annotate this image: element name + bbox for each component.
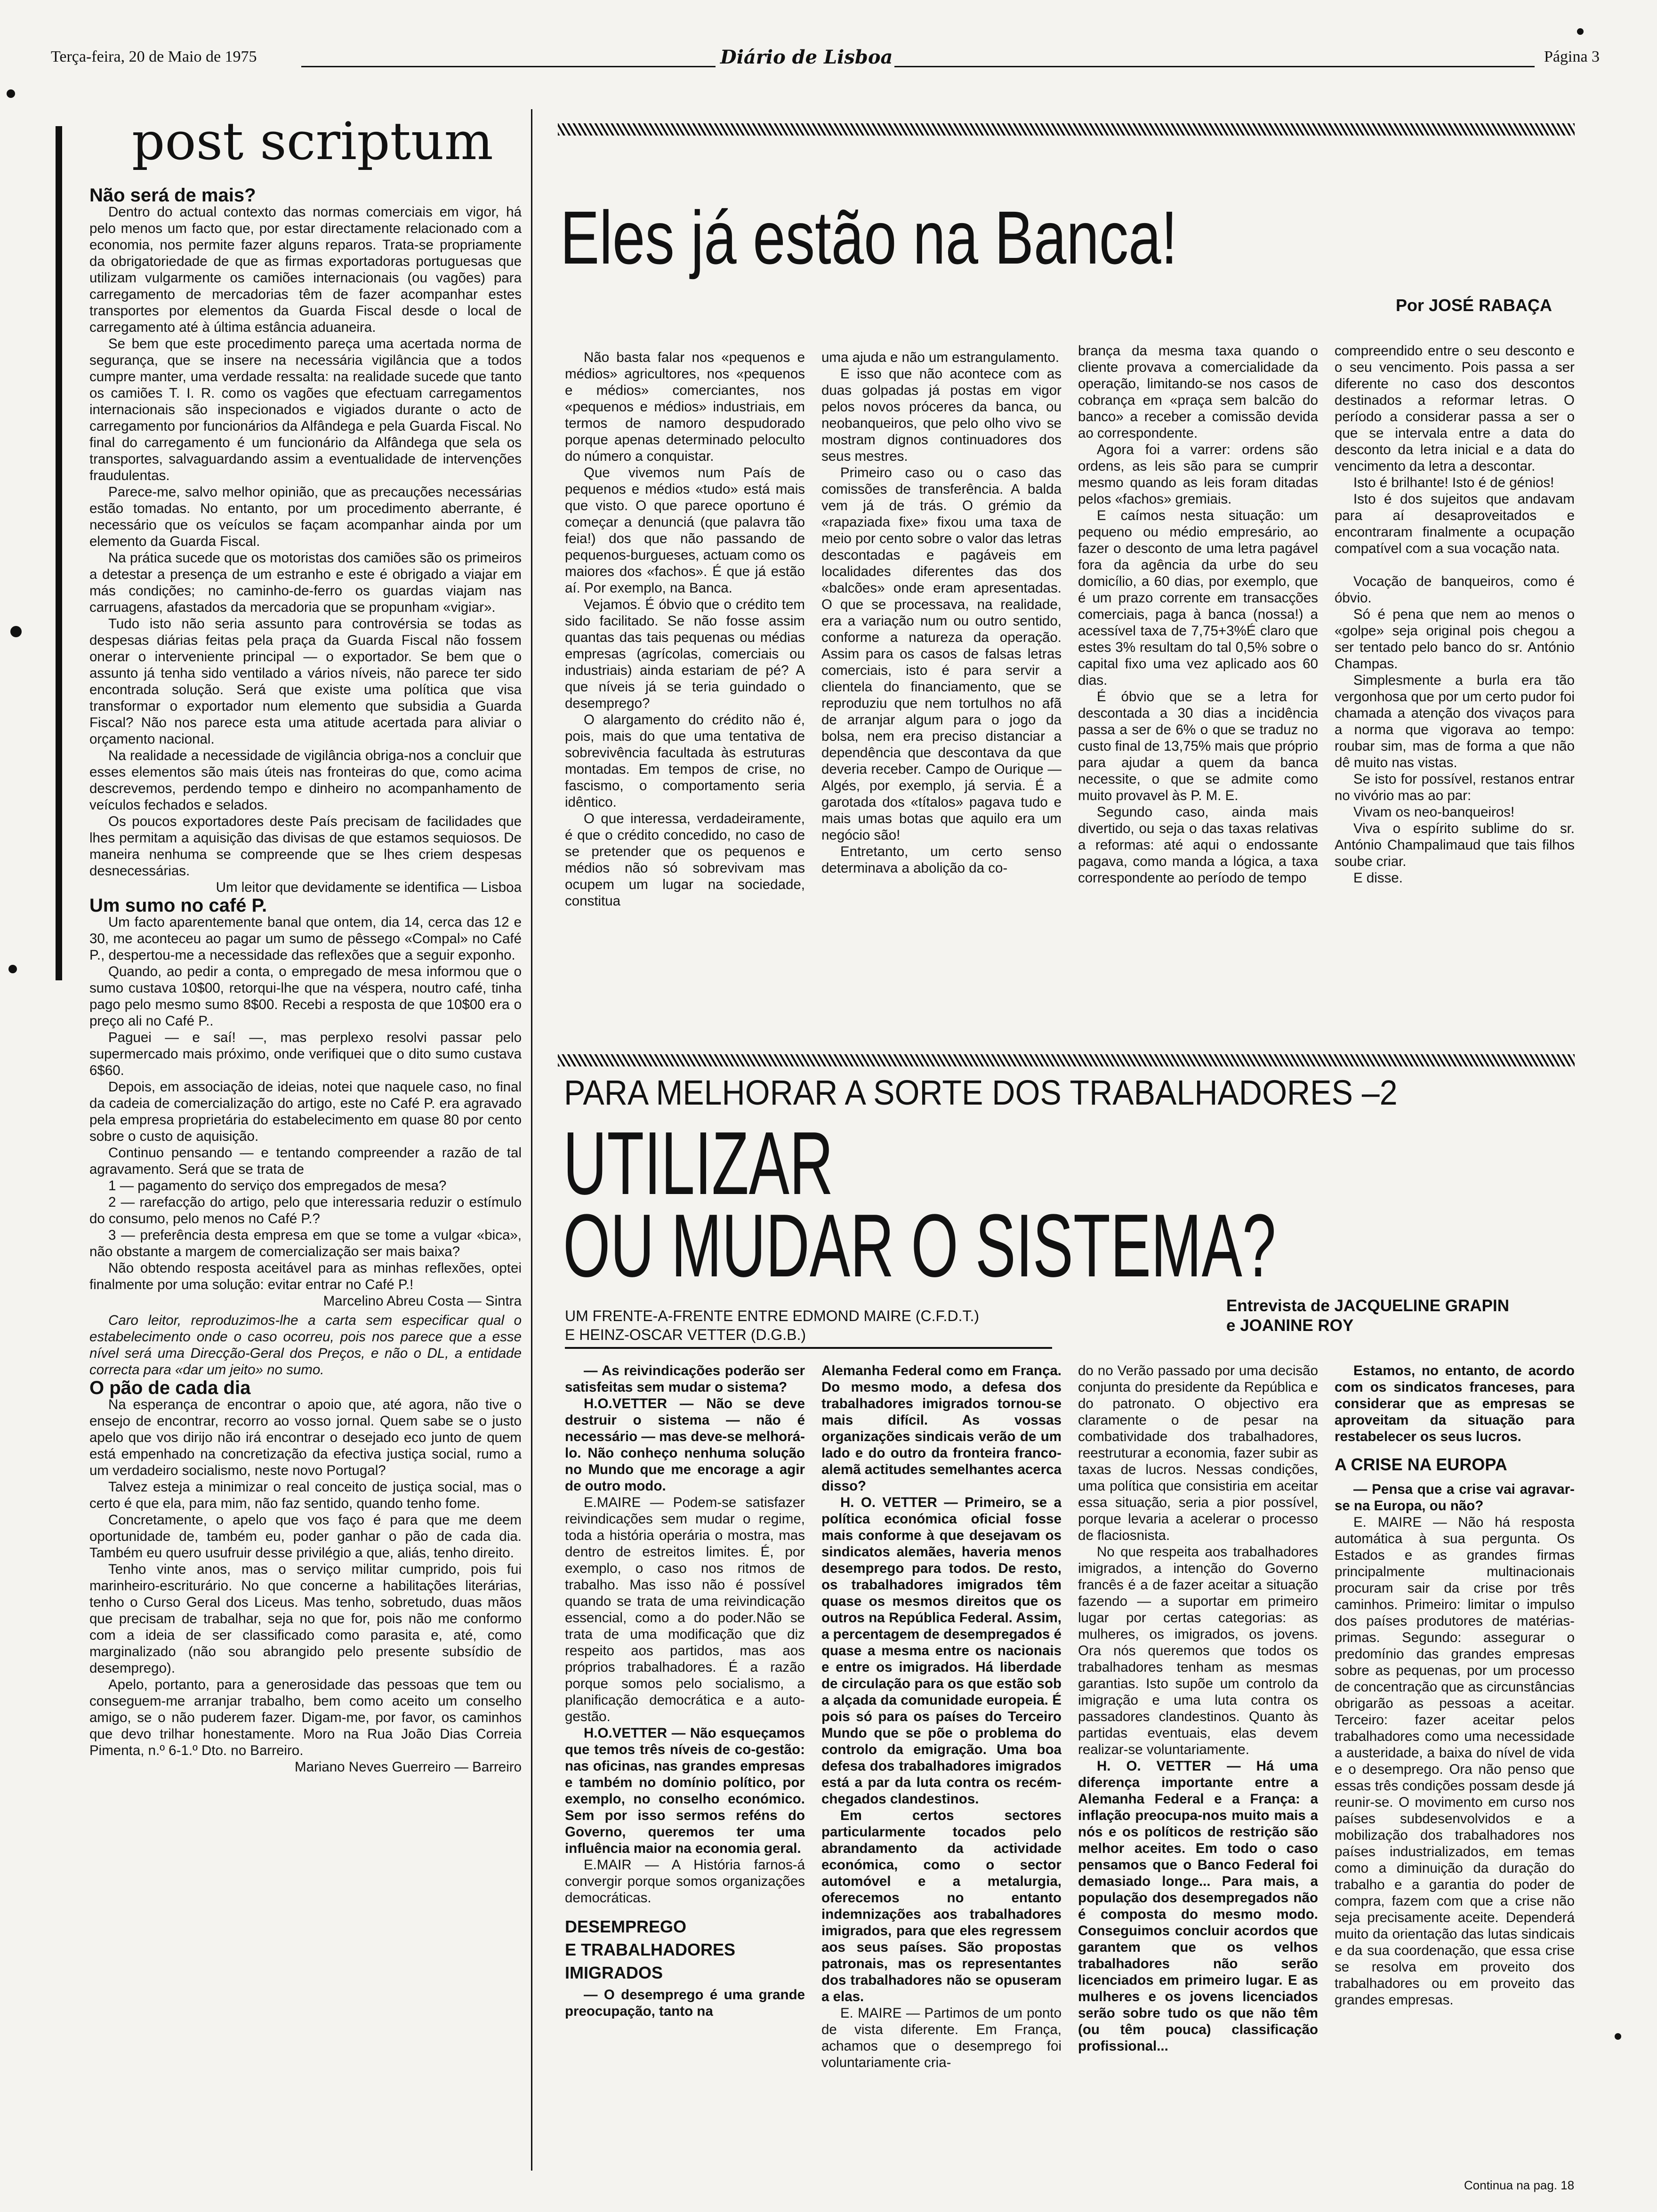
hatched-band-middle	[558, 1054, 1575, 1066]
post-scriptum-section-title: post scriptum	[132, 111, 493, 171]
sistema-headline-line-1: UTILIZAR	[563, 1114, 834, 1213]
banca-column-1: Não basta falar nos «pequenos e médios» agricultores, nos «pequenos e médios» comerciantes, nos «pequenos e médios» industriais, em termos de namoro despudorado porque apenas determinado peloculto do número a conquistar. Que vivemos num País de pequenos e médios «tudo» está mais que visto. O que parece oportuno é começar a denunciá (que palavra tão feia!) dos que não passando de pequenos-burgueses, actuam como os maiores dos «fachos». É que já estão aí. Por exemplo, na Banca. Vejamos. É óbvio que o crédito tem sido facilitado. Se não fosse assim quantas das tais pequenas ou médias empresas (agrícolas, comerciais ou industriais) ainda estariam de pé? A que níveis já se teria guindado o desemprego? O alargamento do crédito não é, pois, mais do que uma tentativa de sobrevivência facultada às estruturas montadas. Em tempos de crise, no fascismo, o comportamento seria idêntico. O que interessa, verdadeiramente, é que o crédito concedido, no caso de se pretender que os pequenos e médios não só sobrevivam mas ocupem um lugar na sociedade, constitua	[565, 350, 805, 909]
sistema-credit-line-1: Entrevista de JACQUELINE GRAPIN	[1226, 1297, 1509, 1315]
sistema-column-1: — As reivindicações poderão ser satisfeitas sem mudar o sistema? H.O.VETTER — Não se deve destruir o sistema — não é necessário — mas deve-se melhorá-lo. Não conheço nenhuma solução no Mundo que me encorage a agir de outro modo. E.MAIRE — Podem-se satisfazer reivindicações sem mudar o regime, toda a história operária o mostra, mas dentro de estreitos limites. É, por exemplo, o caso nos ritmos de trabalho. Mas isso não é possível quando se trata de uma reivindicação essencial, como a do poder.Não se trata de uma modificação que diz respeito aos partidos, mas aos próprios trabalhadores. É a razão porque somos pelo socialismo, a planificação democrática e a auto-gestão. H.O.VETTER — Não esqueçamos que temos três níveis de co-gestão: nas oficinas, nas grandes empresas e também no domínio político, por exemplo, no conselho económico. Sem por isso sermos reféns do Governo, queremos ter uma influência maior na economia geral. E.MAIR — A História farnos-á convergir porque somos organizações democráticas. DESEMPREGO E TRABALHADORES IMIGRADOS — O desemprego é uma grande preocupação, tanto na	[565, 1363, 805, 2019]
post-scriptum-vertical-bar	[56, 126, 62, 980]
subheading-imigrados: IMIGRADOS	[565, 1963, 663, 1982]
banca-column-3: brança da mesma taxa quando o cliente provava a comercialidade da operação, limitando-se nos casos de cobrança em «praça sem balcão do banco» a receber a comissão devida ao correspondente. Agora foi a varrer: ordens são ordens, as leis são para se cumprir mesmo quando as leis foram ditadas pelos «fachos» gremiais. E caímos nesta situação: um pequeno ou médio empresário, ao fazer o desconto de uma letra pagável fora da agência da urbe do seu domicílio, a 60 dias, por exemplo, que é um prazo corrente em transacções comerciais, paga à banca (nossa!) a acessível taxa de 7,75+3%É claro que estes 3% resultam do tal 0,5% sobre o capital fixo uma vez aplicado aos 60 dias. É óbvio que se a letra for descontada a 30 dias a incidência passa a ser de 6% o que se traduz no custo final de 13,75% mais que próprio para ajudar a quem da banca necessite, o que se admite como muito provavel às P. M. E. Segundo caso, ainda mais divertido, ou seja o das taxas relativas a reformas: até aqui o endossante pagava, como manda a lógica, a taxa correspondente ao período de tempo	[1078, 343, 1318, 886]
print-speck	[7, 89, 15, 98]
masthead-rule-left	[301, 66, 716, 67]
sistema-deck-line-2: E HEINZ-OSCAR VETTER (D.G.B.)	[565, 1326, 806, 1343]
subheading-desemprego: DESEMPREGO	[565, 1917, 687, 1936]
masthead-date: Terça-feira, 20 de Maio de 1975	[51, 48, 257, 65]
sistema-deck-rule	[565, 1347, 1052, 1349]
sistema-kicker: PARA MELHORAR A SORTE DOS TRABALHADORES –2	[564, 1073, 1398, 1112]
print-speck	[10, 626, 22, 637]
print-speck	[1577, 28, 1584, 35]
editor-note: Caro leitor, reproduzimos-lhe a carta sem especificar qual o estabelecimento onde o caso ocorreu, pois nos parece que a esse nível será uma Direcção-Geral dos Preços, e não o DL, a entidade correcta para «dar um jeito» no sumo.	[89, 1313, 522, 1378]
subheading-trabalhadores: E TRABALHADORES	[565, 1940, 736, 1959]
subheading-crise-na-europa: A CRISE NA EUROPA	[1335, 1455, 1507, 1474]
post-scriptum-right-rule	[531, 109, 532, 2171]
sistema-credit-line-2: e JOANINE ROY	[1226, 1316, 1354, 1335]
hatched-band-top	[558, 123, 1575, 136]
masthead-page-number: Página 3	[1544, 48, 1600, 65]
sistema-column-4: Estamos, no entanto, de acordo com os sindicatos franceses, para considerar que as empresas se aproveitam da situação para restabelecer os seus lucros. A CRISE NA EUROPA — Pensa que a crise vai agravar-se na Europa, ou não? E. MAIRE — Não há resposta automática à sua pergunta. Os Estados e as grandes firmas principalmente multinacionais procuram sair da crise por três caminhos. Primeiro: limitar o impulso dos países produtores de matérias-primas. Segundo: assegurar o predomínio das grandes empresas sobre as pequenas, por um processo de concentração que as circunstâncias obrigarão as pessoas a aceitar. Terceiro: fazer aceitar pelos trabalhadores como uma necessidade a austeridade, a baixa do nível de vida e o desemprego. Ora não penso que essas três condições possam desde já reunir-se. O movimento em curso nos países subdesenvolvidos e a mobilização dos trabalhadores nos países industrializados, em temas como a diminuição da duração do trabalho e a garantia do poder de compra, fazem com que a crise não seja precisamente aceite. Dependerá muito da orientação das lutas sindicais e da sua coordenação, que essa crise se resolva em proveito dos trabalhadores ou em proveito das grandes empresas.	[1335, 1363, 1575, 2008]
sistema-headline-line-2: OU MUDAR O SISTEMA?	[563, 1196, 1276, 1296]
letter-body: Um facto aparentemente banal que ontem, dia 14, cerca das 12 e 30, me aconteceu ao pagar um sumo de pêssego «Compal» no Café P., despertou-me a necessidade das reflexões que a seguir exponho. Quando, ao pedir a conta, o empregado de mesa informou que o sumo custava 10$00, retorqui-lhe que na véspera, noutro café, tinha pago pelo mesmo sumo 8$00. Recebi a resposta de que 10$00 era o preço ali no Café P.. Paguei — e saí! —, mas perplexo resolvi passar pelo supermercado mais próximo, onde verifiquei que o dito sumo custava 6$60. Depois, em associação de ideias, notei que naquele caso, no final da cadeia de comercialização do artigo, este no Café P. era agravado pela empresa proprietária do estabelecimento em quase 80 por cento sobre o custo de aquisição. Continuo pensando — e tentando compreender a razão de tal agravamento. Será que se trata de 1 — pagamento do serviço dos empregados de mesa? 2 — rarefacção do artigo, pelo que interessaria reduzir o estímulo do consumo, pelo menos no Café P.? 3 — preferência desta empresa em que se tome a vulgar «bica», não obstante a margem de comercialização ser mais baixa? Não obtendo resposta aceitável para as minhas reflexões, optei finalmente por uma solução: evitar entrar no Café P.!	[89, 914, 522, 1292]
banca-column-4: compreendido entre o seu desconto e o seu vencimento. Pois passa a ser diferente no caso dos descontos destinados a reformar letras. O período a considerar passa a ser o que se intervala entre a data do desconto da letra inicial e a data do vencimento da letra a descontar. Isto é brilhante! Isto é de génios! Isto é dos sujeitos que andavam para aí desaproveitados e encontraram finalmente a ocupação compatível com a sua vocação nata. Vocação de banqueiros, como é óbvio. Só é pena que nem ao menos o «golpe» seja original pois chegou a ser tentado pelo banco do sr. António Champas. Simplesmente a burla era tão vergonhosa que por um certo pudor foi chamada a atenção dos vivaços para a norma que vigorava ao tempo: roubar sim, mas de forma a que não dê muito nas vistas. Se isto for possível, restanos entrar no vivório mas ao par: Vivam os neo-banqueiros! Viva o espírito sublime do sr. António Champalimaud que tais filhos soube criar. E disse.	[1335, 343, 1575, 886]
continued-on-page[interactable]: Continua na pag. 18	[1464, 2178, 1575, 2192]
letter-body: Dentro do actual contexto das normas comerciais em vigor, há pelo menos um facto que, por estar directamente relacionado com a economia, nos permite fazer alguns reparos. Trata-se propriamente da obrigatoriedade de que as firmas exportadoras portuguesas que utilizam vulgarmente os camiões internacionais (ou vagões) para carregamento de mercadorias têm de fazer acompanhar estes transportes por elementos da Guarda Fiscal desde o local de carregamento até à última estância aduaneira. Se bem que este procedimento pareça uma acertada norma de segurança, que se insere na necessária vigilância que a todos cumpre manter, uma verdade ressalta: na realidade sucede que tanto os camiões T. I. R. como os vagões que efectuam carregamentos internacionais são inspecionados e vigiados durante o acto de carregamento por funcionários da Alfândega e pela Guarda Fiscal. No final do carregamento é um funcionário da Alfândega que sela os transportes, salvaguardando assim a eventualidade de intervenções fraudulentas. Parece-me, salvo melhor opinião, que as precauções necessárias estão tomadas. No entanto, por um procedimento aberrante, é necessário que os veículos se façam acompanhar ainda por um elemento da Guarda Fiscal. Na prática sucede que os motoristas dos camiões são os primeiros a detestar a presença de um estranho e este é obrigado a viajar em más condições; no caminho-de-ferro os guardas viajam nas carruagens, afastados da mercadoria que se propunham «vigiar». Tudo isto não seria assunto para controvérsia se todas as despesas diárias feitas pela praça da Guarda Fiscal não fossem onerar o interveniente principal — o exportador. Se bem que o assunto já tenha sido ventilado a vários níveis, não parece ter sido encontrada solução. Será que existe uma política que visa transformar o exportador num elemento que subsidia a Guarda Fiscal? Não nos parece esta uma atitude acertada para aliviar o orçamento nacional. Na realidade a necessidade de vigilância obriga-nos a concluir que esses elementos são mais úteis nas fronteiras do que, como acima descrevemos, perdendo tempo e dinheiro no acompanhamento de veículos fechados e selados. Os poucos exportadores deste País precisam de facilidades que lhes permitam a aquisição das divisas de que estamos sequiosos. De maneira nenhuma se compreende que se lhes criem despesas desnecessárias.	[89, 204, 522, 879]
banca-column-2: uma ajuda e não um estrangulamento. E isso que não acontece com as duas golpadas já postas em vigor pelos novos próceres da banca, ou neobanqueiros, que pelo olho vivo se mostram dignos continuadores dos seus mestres. Primeiro caso ou o caso das comissões de transferência. A balda vem já de trás. O grémio da «rapaziada fixe» fixou uma taxa de meio por cento sobre o valor das letras descontadas e pagáveis em localidades diferentes das dos «balcões» onde eram apresentadas. O que se processava, na realidade, era a variação num ou outro sentido, conforme a natureza da operação. Assim para os casos de falsas letras comerciais, isto é para servir a clientela do financiamento, que se reproduziu que nem tortulhos no afã de arranjar algum para o jogo da bolsa, nem era preciso distanciar a dependência que descontava da que deveria receber. Campo de Ourique — Algés, por exemplo, já servia. É a garotada dos «títalos» pagava tudo e mais umas botas que aquilo era um negócio são! Entretanto, um certo senso determinava a abolição da co-	[821, 350, 1062, 876]
letter-signature: Um leitor que devidamente se identifica — Lisboa	[216, 880, 522, 895]
letter-signature: Mariano Neves Guerreiro — Barreiro	[295, 1759, 522, 1775]
post-scriptum-letters	[89, 187, 522, 2183]
letter-heading-nao-sera-de-mais: Não será de mais?	[89, 187, 256, 206]
print-speck	[8, 965, 17, 973]
sistema-column-3: do no Verão passado por uma decisão conjunta do presidente da República e do patronato. O objectivo era claramente o de pesar na combatividade dos trabalhadores, reestruturar a economia, fazer subir as taxas de lucros. Nessas condições, uma política que consistiria em aceitar essa situação, seria a pior possível, porque levaria a acelerar o processo de flaciosnista. No que respeita aos trabalhadores imigrados, a intenção do Governo francês é a de fazer aceitar a situação fazendo — a suportar em primeiro lugar por certas categorias: as mulheres, os imigrados, os jovens. Ora nós queremos que todos os trabalhadores tenham as mesmas garantias. Isto supõe um controlo da imigração e uma luta contra os passadores clandestinos. Quanto às partidas eventuais, elas devem realizar-se voluntariamente. H. O. VETTER — Há uma diferença importante entre a Alemanha Federal e a França: a inflação preocupa-nos muito mais a nós e os políticos de restrição são melhor aceites. Em todo o caso pensamos que o Banco Federal foi demasiado longe... Para mais, a população dos desempregados não é composta do mesmo modo. Conseguimos concluir acordos que garantem que os velhos trabalhadores não serão licenciados em primeiro lugar. E as mulheres e os jovens licenciados serão sobre tudo os que não têm (ou têm pouca) classificação profissional...	[1078, 1363, 1318, 2054]
print-speck	[1615, 2033, 1621, 2040]
sistema-deck-line-1: UM FRENTE-A-FRENTE ENTRE EDMOND MAIRE (C.F.D.T.)	[565, 1307, 979, 1324]
masthead-rule-right	[894, 66, 1535, 67]
banca-headline: Eles já estão na Banca!	[560, 195, 1178, 280]
masthead-paper-name: Diário de Lisboa	[720, 46, 893, 68]
banca-byline: Por JOSÉ RABAÇA	[1396, 296, 1552, 315]
letter-heading-um-sumo: Um sumo no café P.	[89, 895, 267, 916]
letter-signature: Marcelino Abreu Costa — Sintra	[323, 1293, 522, 1309]
letter-heading-o-pao: O pão de cada dia	[89, 1378, 251, 1398]
sistema-column-2: Alemanha Federal como em França. Do mesmo modo, a defesa dos trabalhadores imigrados tornou-se mais difícil. As vossas organizações sindicais verão de um lado e do outro da fronteira franco-alemã actitudes semelhantes acerca disso? H. O. VETTER — Primeiro, se a política económica oficial fosse mais conforme à que desejavam os sindicatos alemães, haveria menos desemprego para todos. De resto, os trabalhadores imigrados têm quase os mesmos direitos que os outros na República Federal. Assim, a percentagem de desempregados é quase a mesma entre os nacionais e entre os imigrados. Há liberdade de circulação para os que estão sob a alçada da comunidade europeia. É pois só para os países do Terceiro Mundo que se põe o problema do controlo da emigração. Uma boa defesa dos trabalhadores imigrados está a par da luta contra os recém-chegados clandestinos. Em certos sectores particularmente tocados pelo abrandamento da actividade económica, como o sector automóvel e a metalurgia, oferecemos no entanto indemnizações aos trabalhadores imigrados, para que eles regressem aos seus países. São propostas patronais, mas os representantes dos trabalhadores não se opuseram a elas. E. MAIRE — Partimos de um ponto de vista diferente. Em França, achamos que o desemprego foi voluntariamente cria-	[821, 1363, 1062, 2070]
letter-body: Na esperança de encontrar o apoio que, até agora, não tive o ensejo de encontrar, recorro ao vosso jornal. Quem sabe se o justo apelo que vos dirijo não irá encontrar o desejado eco junto de quem está empenhado na concretização da efectiva justiça social, rumo a um verdadeiro socialismo, neste novo Portugal? Talvez esteja a minimizar o real conceito de justiça social, mas o certo é que ela, para mim, não faz sentido, quando tenho fome. Concretamente, o apelo que vos faço é para que me deem oportunidade de, também eu, poder ganhar o pão de cada dia. Também eu quero usufruir desse privilégio a que, aliás, tenho direito. Tenho vinte anos, mas o serviço militar cumprido, pois fui marinheiro-escriturário. No que concerne a habilitações literárias, tenho o Curso Geral dos Liceus. Mas tenho, sobretudo, duas mãos que precisam de trabalhar, seja no que for, pois não me conformo com a ideia de ser classificado como parasita e, até, como marginalizado (não sou abrangido pelo presente subsídio de desemprego). Apelo, portanto, para a generosidade das pessoas que tem ou conseguem-me arranjar trabalho, bem como aceito um conselho amigo, se o não puderem fazer. Digam-me, por favor, os caminhos que devo trilhar honestamente. Moro na Rua João Dias Correia Pimenta, n.º 6-1.º Dto. no Barreiro.	[89, 1397, 522, 1758]
